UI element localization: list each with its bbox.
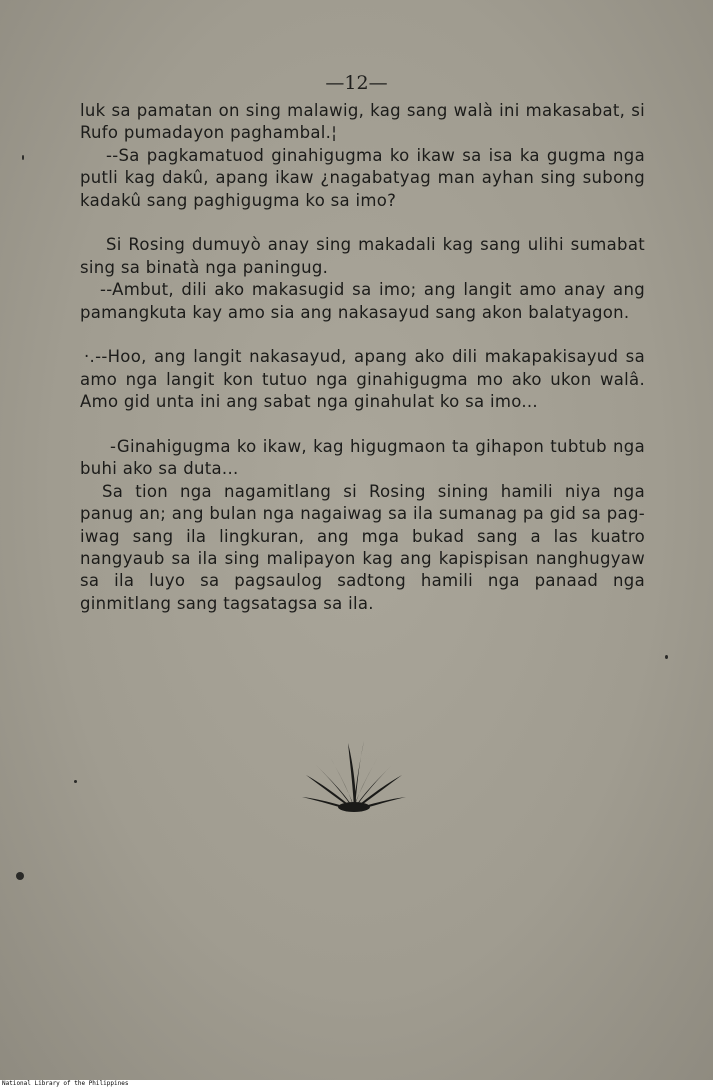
paragraph: --Sa pagkamatuod ginahigugma ko ikaw sa isa ka gugma nga putli kag dakû, apang ikaw ¿nagabatyag man ayhan sing subong kadakû sang paghigugma ko sa imo?: [80, 145, 645, 210]
body-text: [80, 100, 645, 615]
ink-speck: [22, 155, 24, 160]
paragraph: --Ambut, dili ako makasugid sa imo; ang langit amo anay ang pamangkuta kay amo sia ang nakasayud sang akon balatyagon.: [80, 280, 645, 322]
footer-watermark: National Library of the Philippines: [0, 1080, 713, 1088]
paragraph: ·.--Hoo, ang langit nakasayud, apang ako dili makapakisayud sa amo nga langit kon tutuo nga ginahigugma mo ako ukon walâ. Amo gid unta ini ang sabat nga ginahulat ko sa imo...: [80, 347, 645, 412]
paragraph: Si Rosing dumuyò anay sing makadali kag sang ulihi sumabat sing sa binatà nga paningug.: [80, 235, 645, 277]
paragraph: Sa tion nga nagamitlang si Rosing sining hamili niya nga panug an; ang bulan nga nagaiwag sa ila sumanag pa gid sa pag-iwag sang ila lingkuran, ang mga bukad sang a las kuatro nangyaub sa ila sing malipayon kag ang kapispisan nanghugyaw sa ila luyo sa pagsaulog sadtong hamili nga panaad nga ginmitlang sang tagsatagsa sa ila.: [80, 481, 645, 613]
paragraph: luk sa pamatan on sing malawig, kag sang walà ini makasabat, si Rufo pumadayon paghambal.¦: [80, 101, 645, 143]
ink-speck: [74, 780, 77, 783]
ink-speck: [16, 872, 24, 880]
paragraph: -Ginahigugma ko ikaw, kag higugmaon ta gihapon tubtub nga buhi ako sa duta...: [80, 436, 645, 479]
page-number: —12—: [325, 72, 388, 94]
ink-speck: [665, 655, 668, 659]
floral-ornament-icon: [300, 735, 408, 813]
